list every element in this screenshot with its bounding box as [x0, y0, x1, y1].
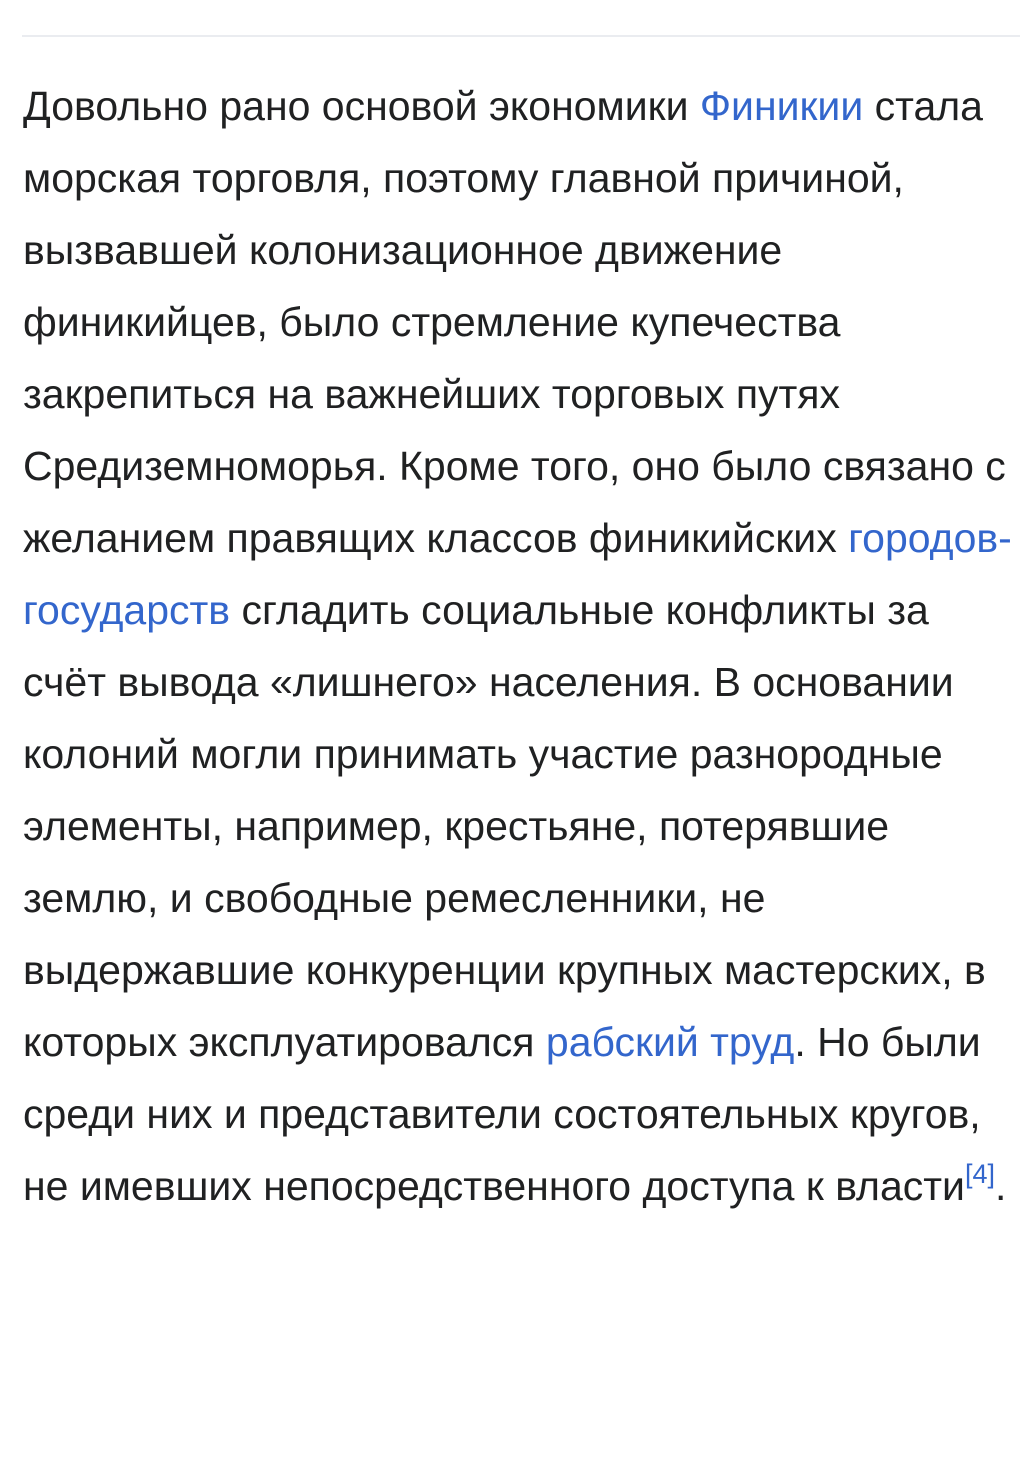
paragraph-text: стала морская торговля, поэтому главной причиной, вызвавшей колонизационное движение финикийцев, было стремление купечества закрепиться на важнейших торговых путях Средиземноморья. Кроме того, оно было связано с желанием правящих классов финикийских [23, 83, 1006, 561]
link-phoenicia[interactable]: Финикии [699, 83, 864, 129]
paragraph-text: Довольно рано основой экономики [23, 83, 700, 129]
footnote-reference[interactable] [965, 1159, 995, 1189]
link-city-states[interactable]: городов-государств [23, 515, 1012, 633]
section-divider [22, 35, 1020, 37]
link-slave-labor[interactable]: рабский труд [545, 1019, 795, 1065]
paragraph-text: . [994, 1163, 1007, 1209]
paragraph-text: . Но были среди них и представители состоятельных кругов, не имевших непосредственного доступа к власти [23, 1019, 981, 1209]
article-paragraph [23, 70, 1015, 1222]
footnote-link[interactable]: [4] [964, 1159, 995, 1189]
paragraph-text: сгладить социальные конфликты за счёт вывода «лишнего» населения. В основании колоний могли принимать участие разнородные элементы, например, крестьяне, потерявшие землю, и свободные ремесленники, не выдержавшие конкуренции крупных мастерских, в которых эксплуатировался [23, 587, 986, 1065]
